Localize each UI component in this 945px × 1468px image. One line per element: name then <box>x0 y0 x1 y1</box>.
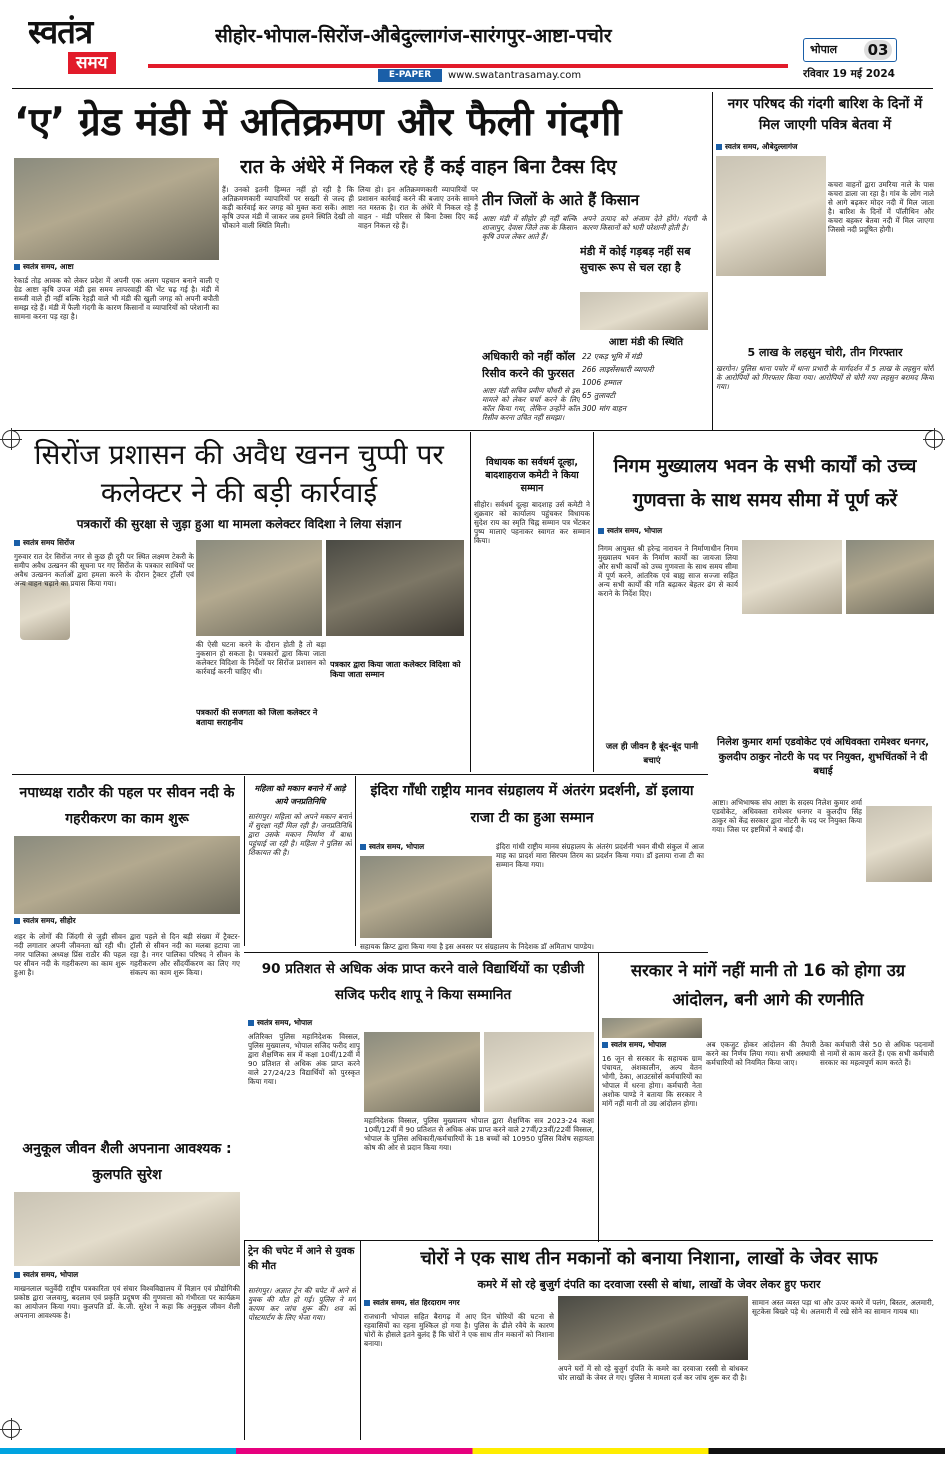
chor-body-2: अपने घरों में सो रहे बुजुर्ग दंपति के कमरे का दरवाजा रस्सी से बांधकर चोर लाखों के जेवर ले गए। पुलिस ने मामला दर्ज कर जांच शुरू कर दी है। <box>558 1364 748 1382</box>
cities-line: सीहोर-भोपाल-सिरोंज-औबेदुल्लागंज-सारंगपुर-आष्टा-पचोर <box>215 25 612 47</box>
byline-square-icon <box>14 264 20 270</box>
napadhyaksh-byline <box>14 916 154 928</box>
nigam-byline-text: स्वतंत्र समय, भोपाल <box>607 526 663 535</box>
sironj-byline-text: स्वतंत्र समय सिरोंज <box>23 538 75 547</box>
right-top-byline <box>716 142 934 154</box>
lead-quote-title: अधिकारी को नहीं कॉल रिसीव करने की फुरसत <box>482 350 575 380</box>
column-rule <box>244 1240 245 1440</box>
nigam-headline: निगम मुख्यालय भवन के सभी कार्यों को उच्च गुणवत्ता के साथ समय सीमा में पूर्ण करें <box>613 456 917 511</box>
indira-caption: सहायक क्रिप्ट द्वारा किया गया है इस अवसर पर संग्रहालय के निदेशक डॉ अमिताभ पाण्डेय। <box>360 942 594 951</box>
section-rule <box>12 430 933 431</box>
lead-photo <box>14 158 219 260</box>
ninety-headline: 90 प्रतिशत से अधिक अंक प्राप्त करने वाले विद्यार्थियों का एडीजी सजिद फरीद शापू ने किया सम्मानित <box>261 961 585 1003</box>
anukul-byline-text: स्वतंत्र समय, भोपाल <box>23 1270 79 1279</box>
lead-stat-item: 266 लाइसेंसधारी व्यापारी <box>582 365 654 374</box>
byline-square-icon <box>598 528 604 534</box>
water-slogan: जल ही जीवन है बूंद-बूंद पानी बचाएं <box>605 742 699 766</box>
section-rule <box>244 952 708 953</box>
epaper-badge: E-PAPER <box>378 69 442 82</box>
mahila-body: सारंगपुर। महिला को अपने मकान बनाने में सुरक्षा नहीं मिल रही है। जनप्रतिनिधि द्वारा उसके मकान निर्माण में बाधा पहुंचाई जा रही है। महिला ने पुलिस को शिकायत की है। <box>248 812 352 857</box>
ninety-body-1: अतिरिक्त पुलिस महानिदेशक विस्सल, पुलिस मुख्यालय, भोपाल सजिद फरीद शापू द्वारा शैक्षणिक सत्र में कक्षा 10वीं/12वीं में 90 प्रतिशत से अधिक अंक प्राप्त करने वाले 27/24/23 विद्यार्थियों को पुरस्कृत किया गया। <box>248 1032 360 1086</box>
lead-byline <box>14 262 219 274</box>
masthead-red-rule <box>148 64 788 68</box>
garlic-headline: 5 लाख के लहसुन चोरी, तीन गिरफ्तार <box>747 346 903 359</box>
mla-headline: विधायक का सर्वधर्म दूल्हा, बादशाहराज कमेटी ने किया सम्मान <box>485 457 579 494</box>
nigam-photo-1 <box>742 540 842 614</box>
nigam-photo-2 <box>846 540 934 614</box>
lead-stats-box <box>582 336 710 426</box>
lead-box-text-2: अपने उत्पाद को अंजाम देते होंगे। गंदगी के कारण किसानों को भारी परेशानी होती है। <box>582 214 707 232</box>
column-rule <box>355 776 356 946</box>
lead-headline: ‘ए’ ग्रेड मंडी में अतिक्रमण और फैली गंदगी <box>14 100 622 145</box>
indira-byline-text: स्वतंत्र समय, भोपाल <box>369 842 425 851</box>
ninety-photo-2 <box>484 1032 594 1112</box>
right-top-body: कचरा वाहनों द्वारा उमरिया नाले के पास कचरा डाला जा रहा है। गांव के लोग नाले से आगे बढ़कर मोदर नदी में मिल जाता है। बारिश के दिनों में पॉलीथिन और कचरा बहकर बेतवा नदी में मिल जाएगा जिससे नदी प्रदूषित होगी। <box>828 180 934 234</box>
garlic-body: खरगोन। पुलिस थाना पचोर में थाना प्रभारी के मार्गदर्शन में 5 लाख के लहसुन चोरी के आरोपियों को गिरफ्तार किया गया। आरोपियों से चोरी गया लहसुन बरामद किया गया। <box>716 364 934 391</box>
logo-top: स्वतंत्र <box>28 14 93 51</box>
sarkar-body-3: ठेका कर्मचारी जैसे 50 से अधिक पदनामों से नामों से काम करते हैं। एक सभी कर्मचारी सरकार का महत्वपूर्ण काम करते हैं। <box>820 1040 934 1067</box>
website-link[interactable]: www.swatantrasamay.com <box>448 70 582 81</box>
byline-square-icon <box>602 1042 608 1048</box>
water-slogan-box <box>598 740 706 772</box>
sironj-photo-1 <box>196 540 322 636</box>
chor-body-1: राजधानी भोपाल सहित बैरागढ़ में आए दिन चोरियों की घटना से रहवासियों का रहना मुश्किल हो गया है। पुलिस के ढीले रवैये के कारण चोरों के हौसले इतने बुलंद हैं कि चोरों ने एक साथ तीन मकानों को निशाना बनाया। <box>364 1312 554 1348</box>
sironj-subhead: पत्रकारों की सुरक्षा से जुड़ा हुआ था मामला कलेक्टर विदिशा ने लिया संज्ञान <box>76 517 402 531</box>
lead-quote-text: आष्टा मंडी सचिव प्रवीण चौधरी से इस मामले को लेकर चर्चा करने के लिए कॉल किया गया, लेकिन उन्होंने कॉल रिसीव करना उचित नहीं समझा। <box>482 386 580 422</box>
indira-body: इंदिरा गांधी राष्ट्रीय मानव संग्रहालय के अंतरंग प्रदर्शनी भवन वीथी संकुल में आज माह का प्रादर्श मारा सिरपम तिरम का प्रदर्शन किया गया। डॉ इलाया राजा टी का सम्मान किया गया। <box>496 842 704 869</box>
nilesh-body: आष्टा। अभिभाषक संघ आष्टा के सदस्य निलेश कुमार शर्मा एडवोकेट, अधिवक्ता रामेश्वर धनगर व कुलदीप सिंह ठाकुर को केंद्र सरकार द्वारा नोटरी के पद पर नियुक्त किया गया। जिस पर इष्टमित्रों ने बधाई दी। <box>712 798 862 834</box>
right-top-byline-text: स्वतंत्र समय, औबेदुल्लागंज <box>725 142 798 151</box>
lead-box-text-1: आष्टा मंडी में सीहोर ही नहीं बल्कि शाजापुर, देवास जिले तक के किसान कृषि उपज लेकर आते हैं। <box>482 214 577 241</box>
edition-badge <box>803 38 897 62</box>
sironj-sub-2: पत्रकारों की सजगता को जिला कलेक्टर ने बताया सराहनीय <box>196 708 318 727</box>
byline-square-icon <box>14 1272 20 1278</box>
indira-photo <box>360 856 492 938</box>
edition-name: भोपाल <box>810 43 838 56</box>
napadhyaksh-body-1: शहर के लोगों की जिंदगी से जुड़ी सीवन नदी लगातार अपनी जीवनता खो रही थी। नगर पालिका अध्यक्ष प्रिंस राठौर की पहल पर सीवन नदी के गहरीकरण का काम शुरू हुआ है। <box>14 932 126 977</box>
napadhyaksh-headline: नपाध्यक्ष राठौर की पहल पर सीवन नदी के गहरीकरण का काम शुरू <box>19 785 235 827</box>
right-top-headline: नगर परिषद की गंदगी बारिश के दिनों में मिल जाएगी पवित्र बेतवा में <box>727 96 923 133</box>
ninety-byline <box>248 1018 368 1030</box>
train-headline: ट्रेन की चपेट में आने से युवक की मौत <box>248 1246 355 1272</box>
nilesh-portrait <box>866 806 932 882</box>
chor-byline <box>364 1298 524 1310</box>
nigam-body: निगम आयुक्त श्री हरेन्द्र नारायन ने निर्माणाधीन निगम मुख्यालय भवन के निर्माण कार्यों का जायजा लिया और सभी कार्यों को उच्च गुणवत्ता के साथ समय सीमा में पूर्ण करने, आंतरिक एवं बाह्य साज सज्जा सहित अन्य सभी कार्यों की गति बढ़ाकर बेहतर ढंग से कार्य कराने के निर्देश दिए। <box>598 544 738 598</box>
lead-stat-item: 1006 हम्माल <box>582 378 622 387</box>
issue-date: रविवार 19 मई 2024 <box>803 68 895 80</box>
chor-photo <box>558 1296 748 1360</box>
section-rule <box>244 1240 933 1241</box>
byline-square-icon <box>248 1020 254 1026</box>
byline-square-icon <box>360 844 366 850</box>
lead-body-2: हैं। उनको इतनी हिम्मत नहीं हो रही है कि अतिक्रमणकारी व्यापारियों पर सख्ती से जल्द ही कड़ी कार्रवाई कर जगह को मुक्त करा सकें। आष्टा कृषि उपज मंडी में जाकर जब हमने स्थिति देखी तो चौंकाने वाली स्थिति मिली। <box>222 185 354 230</box>
anukul-body: माखनलाल चतुर्वेदी राष्ट्रीय पत्रकारिता एवं संचार विश्वविद्यालय में विज्ञान एवं प्रौद्योगिकी प्रकोष्ठ द्वारा जलवायु, बदलाव एवं प्रकृति प्रदूषण की गुणवत्ता को गंभीरता पर कार्यक्रम का आयोजन किया गया। कुलपति डॉ. के.जी. सुरेश ने कहा कि अनुकूल जीवन शैली अपनाना आवश्यक है। <box>14 1284 240 1320</box>
byline-square-icon <box>14 918 20 924</box>
sironj-body-1: गुरुवार रात देर सिरोंज नगर से कुछ ही दूरी पर स्थित लक्ष्मण टेकरी के समीप अवैध उत्खनन की सूचना पर गए सिरोंज के पत्रकार साथियों पर अवैध उत्खनन कर्ताओं द्वारा हमला करने के दौरान ट्रैक्टर ट्रॉली एवं अन्य वाहन चढ़ाने का प्रयास किया गया। <box>14 552 194 588</box>
byline-square-icon <box>364 1300 370 1306</box>
train-body: सारंगपुर। अज्ञात ट्रेन की चपेट में आने से युवक की मौत हो गई। पुलिस ने मर्ग कायम कर जांच शुरू की। शव को पोस्टमार्टम के लिए भेजा गया। <box>248 1286 356 1322</box>
lead-subhead: रात के अंधेरे में निकल रहे हैं कई वाहन बिना टैक्स दिए <box>240 156 617 178</box>
page-number: 03 <box>864 40 892 60</box>
lead-stat-item: 300 मांग वाहन <box>582 404 626 413</box>
byline-square-icon <box>14 540 20 546</box>
sarkar-byline <box>602 1040 722 1052</box>
column-rule <box>712 92 713 430</box>
column-rule <box>593 432 594 772</box>
registration-mark-right <box>925 430 943 448</box>
lead-stat-item: 22 एकड़ भूमि में मंडी <box>582 352 642 361</box>
chor-byline-text: स्वतंत्र समय, संत हिरदाराम नगर <box>373 1298 460 1307</box>
sarkar-headline: सरकार ने मांगें नहीं मानी तो 16 को होगा उग्र आंदोलन, बनी आगे की रणनीति <box>630 961 906 1009</box>
napadhyaksh-body-2: द्वारा पहले से दिन बड़ी संख्या में ट्रैक्टर-ट्रॉली से सीवन नदी का मलबा हटाया जा रहा है। नगर पालिका परिषद ने सीवन के गहरीकरण और सौंदर्यीकरण का लिए गए संकल्प का काम शुरू किया। <box>130 932 240 977</box>
color-bar <box>0 1448 945 1454</box>
anukul-byline <box>14 1270 134 1282</box>
column-rule <box>598 952 599 1242</box>
chor-subhead: कमरे में सो रहे बुजुर्ग दंपति का दरवाजा रस्सी से बांधा, लाखों के जेवर लेकर हुए फरार <box>477 1278 821 1291</box>
anukul-headline: अनुकूल जीवन शैली अपनाना आवश्यक : कुलपति सुरेश <box>22 1141 232 1183</box>
sironj-headline: सिरोंज प्रशासन की अवैध खनन चुप्पी पर कलेक्टर ने की बड़ी कार्रवाई <box>34 438 444 509</box>
masthead-bottom-rule <box>12 88 933 89</box>
sironj-body-2: की ऐसी घटना करने के दौरान होती है तो बड़ा नुकसान हो सकता है। पत्रकारों द्वारा किया जाता कलेक्टर विदिशा के निर्देशों पर सिरोंज प्रशासन को कार्रवाई करनी चाहिए थी। <box>196 640 326 676</box>
lead-side-head: मंडी में कोई गड़बड़ नहीं सब सुचारू रूप से चल रहा है <box>580 245 691 274</box>
lead-stat-item: 65 तुलावटी <box>582 391 616 400</box>
ninety-photo-1 <box>364 1032 480 1112</box>
ninety-body-2: महानिदेशक विस्सल, पुलिस मुख्यालय भोपाल द्वारा शैक्षणिक सत्र 2023-24 कक्षा 10वीं/12वीं में 90 प्रतिशत से अधिक अंक प्राप्त करने वाले 27वीं/23वीं/22वीं विस्सल, भोपाल के पुलिस अधिकारी/कर्मचारियों के 18 बच्चों को 10950 पुलिस विशेष सहायता कोष की ओर से प्रदान किया गया। <box>364 1116 594 1152</box>
napadhyaksh-byline-text: स्वतंत्र समय, सीहोर <box>23 916 76 925</box>
byline-square-icon <box>716 144 722 150</box>
sironj-sub-1: पत्रकार द्वारा किया जाता कलेक्टर विदिशा को किया जाता सम्मान <box>330 660 461 679</box>
lead-body-1: रेकार्ड तोड़ आवक को लेकर प्रदेश में अपनी एक अलग पहचान बनाने वाली ए ग्रेड आष्टा कृषि उपज मंडी इस समय लापरवाही की भेंट चढ़ गई है। मंडी में सब्जी वाले ही नहीं बल्कि रेहड़ी वाले भी मंडी की खुली जगह को अपनी बपौती समझ रहे हैं। मंडी में फैली गंदगी के कारण किसानों व व्यापारियों को परेशानी का सामना करना पड़ रहा है। <box>14 276 219 321</box>
column-rule <box>470 432 471 772</box>
lead-box-title: तीन जिलों के आते हैं किसान <box>482 191 640 209</box>
mahila-headline: महिला को मकान बनाने में आड़े आये जनप्रतिनिधि <box>254 784 346 806</box>
sironj-byline <box>14 538 154 550</box>
mla-body: सीहोर। सर्वधर्म दूल्हा बादशाह उर्स कमेटी ने शुक्रवार को कार्यालय पहुंचकर विधायक सुदेश राय का स्मृति चिह्न सम्मान पत्र भेंटकर पुष्प मालाएं पहनाकर स्वागत कर सम्मान किया। <box>474 500 590 545</box>
sironj-photo-2 <box>326 540 464 636</box>
chor-body-3: सामान अस्त व्यस्त पड़ा था और ऊपर कमरे में पलंग, बिस्तर, अलमारी, सूटकेस बिखरे पड़े थे। अलमारी में रखे सोने का सामान गायब था। <box>752 1298 934 1316</box>
indira-headline: इंदिरा गाँधी राष्ट्रीय मानव संग्रहालय में अंतरंग प्रदर्शनी, डॉ इलाया राजा टी का हुआ सम्मान <box>370 783 694 826</box>
sarkar-photo <box>602 1018 702 1038</box>
chor-headline: चोरों ने एक साथ तीन मकानों को बनाया निशाना, लाखों के जेवर साफ <box>420 1248 878 1269</box>
column-rule <box>360 1240 361 1440</box>
indira-byline <box>360 842 490 854</box>
nigam-byline <box>598 526 738 538</box>
sarkar-byline-text: स्वतंत्र समय, भोपाल <box>611 1040 667 1049</box>
anukul-photo <box>14 1192 240 1266</box>
sarkar-body-1: 16 जून से सरकार के सहायक ग्राम पंचायत, अंशकालीन, अल्प वेतन भोगी, ठेका, आउटसोर्स कर्मचारियों का भोपाल में धरना होगा। कर्मचारी नेता अशोक पाण्डे ने बताया कि सरकार ने मांगें नहीं मानी तो उग्र आंदोलन होगा। <box>602 1054 702 1108</box>
sarkar-body-2: अब एकजुट होकर आंदोलन की तैयारी करने का निर्णय लिया गया। सभी अस्थायी कर्मचारियों को नियमित किया जाए। <box>706 1040 816 1067</box>
nilesh-headline: निलेश कुमार शर्मा एडवोकेट एवं अधिवक्ता रामेश्वर धनगर, कुलदीप ठाकुर नोटरी के पद पर नियुक्त, शुभचिंतकों ने दी बधाई <box>716 737 929 777</box>
napadhyaksh-photo <box>14 836 240 914</box>
logo-bottom: समय <box>68 52 116 74</box>
lead-byline-text: स्वतंत्र समय, आष्टा <box>23 262 74 271</box>
section-rule <box>12 774 708 775</box>
lead-inset-photo <box>580 292 708 330</box>
ninety-byline-text: स्वतंत्र समय, भोपाल <box>257 1018 313 1027</box>
column-rule <box>244 776 245 946</box>
masthead-logo <box>28 14 140 80</box>
lead-stats-title: आष्टा मंडी की स्थिति <box>608 337 684 348</box>
lead-body-3: लिया हो। इन अतिक्रमणकारी व्यापारियों पर प्रशासन कार्रवाई करने की बजाए उनके सामने नत मस्तक है। रात के अंधेरे में निकल रहे हैं वाहन - मंडी परिसर से बिना टैक्स दिए कई वाहन निकल रहे हैं। <box>358 185 478 230</box>
